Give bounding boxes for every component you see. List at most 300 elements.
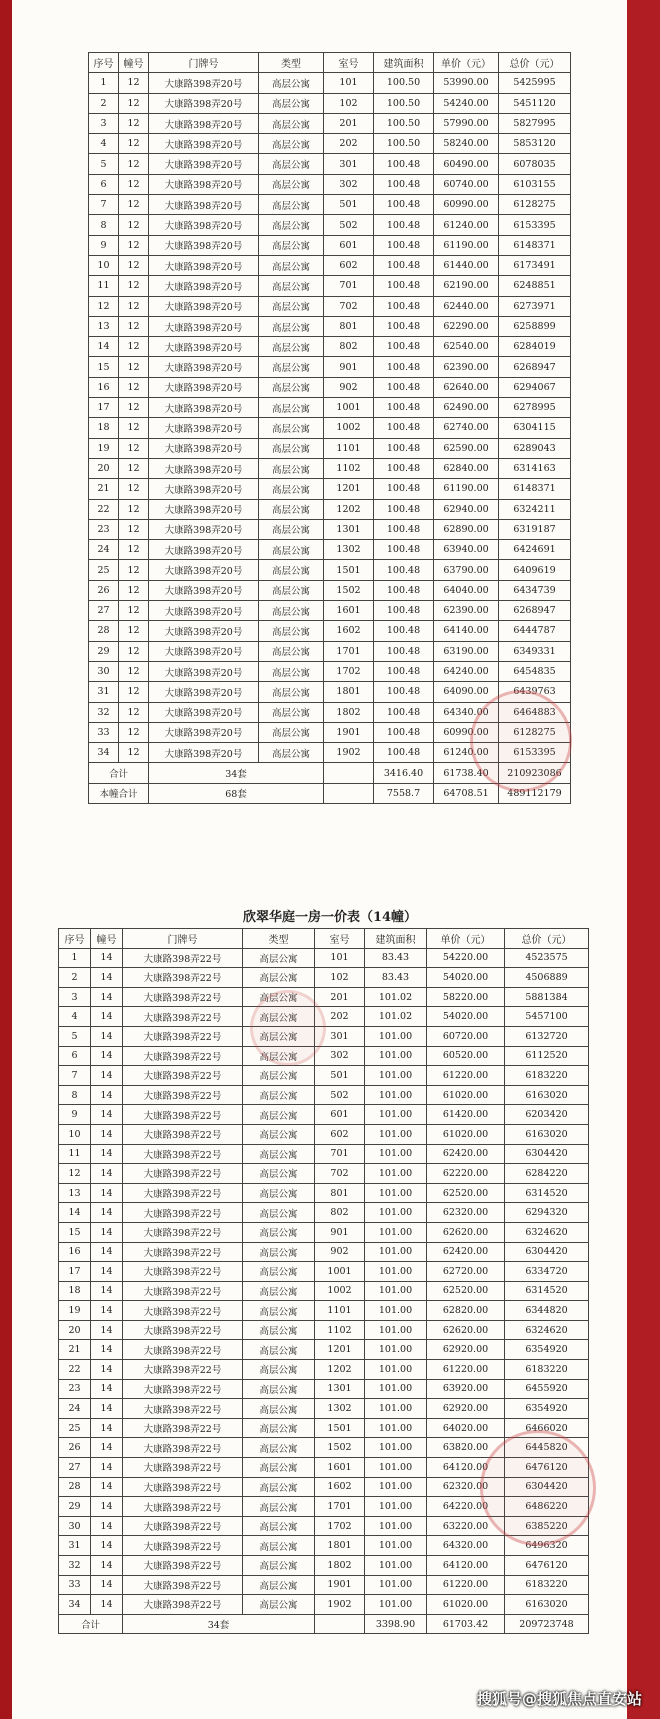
table-row — [59, 1242, 589, 1262]
table-cell: 14 — [89, 337, 119, 357]
table-cell: 6486220 — [505, 1497, 589, 1517]
table-cell: 61240.00 — [434, 215, 499, 235]
table-cell: 高层公寓 — [243, 1477, 315, 1497]
table-cell: 83.43 — [365, 968, 427, 988]
table-cell: 高层公寓 — [259, 113, 324, 133]
table-cell: 12 — [119, 641, 149, 661]
table-cell: 6163020 — [505, 1124, 589, 1144]
table-cell: 6454835 — [499, 661, 571, 681]
table-cell: 57990.00 — [434, 113, 499, 133]
table-cell: 高层公寓 — [243, 1418, 315, 1438]
table-cell: 62920.00 — [427, 1399, 505, 1419]
table-cell: 14 — [91, 1438, 123, 1458]
table-cell: 62320.00 — [427, 1203, 505, 1223]
table-cell: 14 — [91, 1320, 123, 1340]
column-header: 门牌号 — [149, 53, 259, 73]
table-cell: 101.02 — [365, 1007, 427, 1027]
table-cell: 901 — [315, 1222, 365, 1242]
table-cell: 100.48 — [374, 357, 434, 377]
table-cell: 大康路398弄22号 — [123, 1575, 243, 1595]
table-cell: 14 — [91, 1242, 123, 1262]
table-cell: 12 — [119, 722, 149, 742]
table-cell: 100.48 — [374, 276, 434, 296]
table-cell: 61440.00 — [434, 255, 499, 275]
table-cell: 14 — [91, 1418, 123, 1438]
table-cell: 高层公寓 — [259, 702, 324, 722]
total-total: 209723748 — [505, 1614, 589, 1634]
table-cell: 高层公寓 — [243, 1066, 315, 1086]
column-header: 建筑面积 — [365, 929, 427, 949]
table-cell: 100.48 — [374, 479, 434, 499]
table-cell: 501 — [324, 195, 374, 215]
table-cell: 6344820 — [505, 1301, 589, 1321]
table-cell: 高层公寓 — [259, 93, 324, 113]
table-cell: 100.48 — [374, 499, 434, 519]
table-cell: 高层公寓 — [243, 1222, 315, 1242]
table-row — [89, 398, 571, 418]
table-cell: 101.00 — [365, 1438, 427, 1458]
table-cell: 高层公寓 — [259, 134, 324, 154]
table-cell: 12 — [119, 438, 149, 458]
total-count: 68套 — [149, 783, 324, 803]
table-cell: 1502 — [315, 1438, 365, 1458]
table-cell: 61420.00 — [427, 1105, 505, 1125]
table-cell: 大康路398弄22号 — [123, 1477, 243, 1497]
table-row — [59, 1085, 589, 1105]
table-cell: 6314520 — [505, 1183, 589, 1203]
table-cell: 大康路398弄20号 — [149, 661, 259, 681]
table-cell: 62520.00 — [427, 1183, 505, 1203]
table-row — [59, 1262, 589, 1282]
table-cell: 6424691 — [499, 540, 571, 560]
table-cell: 201 — [315, 987, 365, 1007]
table-cell: 大康路398弄22号 — [123, 1556, 243, 1576]
table-cell: 大康路398弄20号 — [149, 621, 259, 641]
table-cell: 61240.00 — [434, 743, 499, 763]
table-cell: 15 — [89, 357, 119, 377]
table-cell: 62620.00 — [427, 1222, 505, 1242]
table-cell: 高层公寓 — [243, 1301, 315, 1321]
table-cell: 25 — [59, 1418, 91, 1438]
table-cell: 62520.00 — [427, 1281, 505, 1301]
table-cell: 33 — [59, 1575, 91, 1595]
table-cell: 高层公寓 — [259, 438, 324, 458]
table-cell: 12 — [119, 519, 149, 539]
table-cell: 101.00 — [365, 1516, 427, 1536]
table-cell: 14 — [91, 1458, 123, 1478]
table-cell: 6103155 — [499, 174, 571, 194]
table-cell: 高层公寓 — [259, 519, 324, 539]
table-cell: 大康路398弄22号 — [123, 948, 243, 968]
table-cell: 100.48 — [374, 255, 434, 275]
table-cell: 8 — [89, 215, 119, 235]
table-cell: 64320.00 — [427, 1536, 505, 1556]
table-cell: 8 — [59, 1085, 91, 1105]
column-header: 类型 — [243, 929, 315, 949]
table-cell: 100.48 — [374, 722, 434, 742]
table-cell: 301 — [315, 1026, 365, 1046]
table-cell: 6455920 — [505, 1379, 589, 1399]
table-cell: 12 — [119, 316, 149, 336]
table-cell: 大康路398弄20号 — [149, 702, 259, 722]
table-cell: 6304115 — [499, 418, 571, 438]
table-cell: 大康路398弄20号 — [149, 235, 259, 255]
table-cell: 14 — [91, 1144, 123, 1164]
table-cell: 大康路398弄20号 — [149, 93, 259, 113]
total-unit-price: 61738.40 — [434, 763, 499, 783]
table-cell: 14 — [91, 1575, 123, 1595]
table-row — [89, 479, 571, 499]
table-cell: 1902 — [324, 743, 374, 763]
table-cell: 4 — [89, 134, 119, 154]
table-cell: 12 — [119, 661, 149, 681]
table-cell: 601 — [315, 1105, 365, 1125]
table-row — [59, 1340, 589, 1360]
table-row — [89, 560, 571, 580]
table-cell: 1002 — [315, 1281, 365, 1301]
table-cell: 6173491 — [499, 255, 571, 275]
table-cell: 12 — [119, 73, 149, 93]
table-cell: 1101 — [324, 438, 374, 458]
table-cell: 高层公寓 — [259, 398, 324, 418]
table-cell: 大康路398弄22号 — [123, 1144, 243, 1164]
table-cell: 大康路398弄22号 — [123, 1340, 243, 1360]
table-row — [59, 1124, 589, 1144]
table-cell: 12 — [119, 499, 149, 519]
table-cell: 5457100 — [505, 1007, 589, 1027]
table-cell: 12 — [119, 154, 149, 174]
table-cell: 19 — [59, 1301, 91, 1321]
table-row — [89, 154, 571, 174]
table-cell: 63220.00 — [427, 1516, 505, 1536]
table-cell: 21 — [89, 479, 119, 499]
table-cell: 14 — [91, 948, 123, 968]
table-cell: 6183220 — [505, 1360, 589, 1380]
table-cell: 61220.00 — [427, 1066, 505, 1086]
table-cell: 1801 — [315, 1536, 365, 1556]
table-cell: 1702 — [324, 661, 374, 681]
table-cell: 大康路398弄20号 — [149, 398, 259, 418]
table-cell: 102 — [324, 93, 374, 113]
column-header: 单价（元） — [427, 929, 505, 949]
table-cell: 101.00 — [365, 1497, 427, 1517]
table-cell: 28 — [59, 1477, 91, 1497]
table-cell: 大康路398弄20号 — [149, 641, 259, 661]
table-cell: 高层公寓 — [259, 682, 324, 702]
table-cell: 61190.00 — [434, 235, 499, 255]
table-cell: 14 — [91, 1516, 123, 1536]
table-cell: 12 — [119, 93, 149, 113]
table-cell: 13 — [89, 316, 119, 336]
table-cell: 100.48 — [374, 174, 434, 194]
table-cell: 大康路398弄20号 — [149, 316, 259, 336]
table-cell: 12 — [119, 398, 149, 418]
table-cell: 高层公寓 — [259, 580, 324, 600]
total-area: 3398.90 — [365, 1614, 427, 1634]
table-cell: 101.00 — [365, 1144, 427, 1164]
table-cell: 14 — [91, 1340, 123, 1360]
table-cell: 高层公寓 — [259, 174, 324, 194]
table-cell: 大康路398弄22号 — [123, 1222, 243, 1242]
table-cell: 大康路398弄20号 — [149, 601, 259, 621]
table-cell: 101.00 — [365, 1379, 427, 1399]
table-cell: 62820.00 — [427, 1301, 505, 1321]
table-cell: 6409619 — [499, 560, 571, 580]
table-cell: 100.48 — [374, 519, 434, 539]
column-header: 总价（元） — [505, 929, 589, 949]
table-cell: 6183220 — [505, 1575, 589, 1595]
table-cell: 高层公寓 — [243, 1399, 315, 1419]
table-cell: 大康路398弄22号 — [123, 1379, 243, 1399]
table-cell: 61020.00 — [427, 1595, 505, 1615]
column-header: 门牌号 — [123, 929, 243, 949]
table-row — [59, 1301, 589, 1321]
table-cell: 202 — [315, 1007, 365, 1027]
price-table-building-12 — [88, 52, 571, 804]
table-cell: 大康路398弄20号 — [149, 682, 259, 702]
column-header: 室号 — [315, 929, 365, 949]
table-cell: 21 — [59, 1340, 91, 1360]
table-row — [59, 987, 589, 1007]
table-cell: 18 — [59, 1281, 91, 1301]
table-cell: 27 — [59, 1458, 91, 1478]
table-cell: 62840.00 — [434, 458, 499, 478]
table-cell: 大康路398弄22号 — [123, 1066, 243, 1086]
table-cell: 5881384 — [505, 987, 589, 1007]
table-cell: 502 — [315, 1085, 365, 1105]
table-cell: 5 — [59, 1026, 91, 1046]
table-cell: 101.00 — [365, 1281, 427, 1301]
table-cell: 14 — [91, 968, 123, 988]
table-cell: 100.50 — [374, 134, 434, 154]
table-title-building-14: 欣翠华庭一房一价表（14幢） — [242, 910, 418, 925]
table-cell: 100.48 — [374, 661, 434, 681]
table-cell: 27 — [89, 601, 119, 621]
table-cell: 101.00 — [365, 1085, 427, 1105]
table-cell: 14 — [91, 1222, 123, 1242]
table-row — [89, 316, 571, 336]
table-cell: 5451120 — [499, 93, 571, 113]
table-cell: 大康路398弄22号 — [123, 1164, 243, 1184]
table-cell: 1802 — [324, 702, 374, 722]
table-cell: 4 — [59, 1007, 91, 1027]
table-cell: 23 — [89, 519, 119, 539]
table-cell: 101.00 — [365, 1575, 427, 1595]
table-cell: 6289043 — [499, 438, 571, 458]
table-cell: 14 — [91, 1066, 123, 1086]
table-cell: 大康路398弄20号 — [149, 73, 259, 93]
table-row — [89, 134, 571, 154]
table-cell: 1701 — [324, 641, 374, 661]
table-cell: 12 — [119, 134, 149, 154]
table-cell: 64140.00 — [434, 621, 499, 641]
table-cell: 62420.00 — [427, 1144, 505, 1164]
table-cell: 62720.00 — [427, 1262, 505, 1282]
table-cell: 12 — [119, 235, 149, 255]
table-cell: 100.48 — [374, 743, 434, 763]
table-cell: 14 — [91, 987, 123, 1007]
table-cell: 高层公寓 — [243, 1458, 315, 1478]
table-cell: 高层公寓 — [243, 1595, 315, 1615]
table-cell: 12 — [119, 458, 149, 478]
table-cell: 302 — [315, 1046, 365, 1066]
table-cell: 6 — [59, 1046, 91, 1066]
table-cell: 6078035 — [499, 154, 571, 174]
table-cell: 60990.00 — [434, 195, 499, 215]
table-cell: 1501 — [315, 1418, 365, 1438]
table-cell: 大康路398弄20号 — [149, 438, 259, 458]
table-cell: 高层公寓 — [243, 1438, 315, 1458]
table-cell: 高层公寓 — [243, 1281, 315, 1301]
table-cell: 大康路398弄22号 — [123, 1516, 243, 1536]
table-cell: 大康路398弄20号 — [149, 743, 259, 763]
table-cell: 大康路398弄22号 — [123, 1183, 243, 1203]
table-cell: 54220.00 — [427, 948, 505, 968]
table-cell: 801 — [324, 316, 374, 336]
table-row — [59, 968, 589, 988]
table-cell: 5 — [89, 154, 119, 174]
table-cell: 101 — [324, 73, 374, 93]
table-row — [59, 1399, 589, 1419]
total-unit-price: 61703.42 — [427, 1614, 505, 1634]
table-cell: 大康路398弄20号 — [149, 195, 259, 215]
table-cell: 6304420 — [505, 1477, 589, 1497]
table-cell: 60990.00 — [434, 722, 499, 742]
total-label: 合计 — [89, 763, 149, 783]
total-count: 34套 — [149, 763, 324, 783]
table-cell: 101 — [315, 948, 365, 968]
total-label: 本幢合计 — [89, 783, 149, 803]
table-cell: 6324620 — [505, 1320, 589, 1340]
table-cell: 101.00 — [365, 1418, 427, 1438]
table-cell: 1202 — [315, 1360, 365, 1380]
table-cell: 14 — [91, 1262, 123, 1282]
table-cell: 14 — [91, 1183, 123, 1203]
table-cell: 6 — [89, 174, 119, 194]
table-cell: 高层公寓 — [243, 1262, 315, 1282]
table-cell: 100.50 — [374, 93, 434, 113]
table-cell: 5425995 — [499, 73, 571, 93]
table-row — [89, 641, 571, 661]
table-row — [59, 1595, 589, 1615]
table-cell: 1102 — [315, 1320, 365, 1340]
official-seal-stamp — [480, 1430, 596, 1546]
table-cell: 64340.00 — [434, 702, 499, 722]
table-cell: 12 — [119, 174, 149, 194]
table-cell: 62320.00 — [427, 1477, 505, 1497]
table-header-row — [59, 929, 589, 949]
table-cell: 62440.00 — [434, 296, 499, 316]
table-cell: 大康路398弄20号 — [149, 357, 259, 377]
table-cell: 高层公寓 — [243, 948, 315, 968]
table-cell: 54240.00 — [434, 93, 499, 113]
table-cell: 高层公寓 — [243, 1497, 315, 1517]
table-cell: 62640.00 — [434, 377, 499, 397]
table-cell: 202 — [324, 134, 374, 154]
table-row — [59, 1360, 589, 1380]
table-cell: 大康路398弄22号 — [123, 1105, 243, 1125]
table-cell: 高层公寓 — [259, 722, 324, 742]
table-cell: 高层公寓 — [259, 235, 324, 255]
table-cell: 64020.00 — [427, 1418, 505, 1438]
table-cell: 6434739 — [499, 580, 571, 600]
table-row — [89, 377, 571, 397]
table-cell: 6268947 — [499, 357, 571, 377]
table-cell: 100.48 — [374, 682, 434, 702]
table-cell: 12 — [119, 255, 149, 275]
table-cell: 12 — [119, 418, 149, 438]
table-cell: 大康路398弄20号 — [149, 154, 259, 174]
table-cell: 602 — [324, 255, 374, 275]
table-cell: 1702 — [315, 1516, 365, 1536]
table-cell: 62420.00 — [427, 1242, 505, 1262]
table-cell: 20 — [89, 458, 119, 478]
table-cell: 14 — [91, 1595, 123, 1615]
table-cell: 28 — [89, 621, 119, 641]
table-cell: 大康路398弄22号 — [123, 1203, 243, 1223]
table-cell: 高层公寓 — [259, 641, 324, 661]
table-cell: 6464883 — [499, 702, 571, 722]
table-cell: 高层公寓 — [259, 255, 324, 275]
table-row — [59, 1183, 589, 1203]
table-cell: 大康路398弄20号 — [149, 276, 259, 296]
table-cell: 802 — [315, 1203, 365, 1223]
table-cell: 901 — [324, 357, 374, 377]
table-cell: 61190.00 — [434, 479, 499, 499]
column-header: 单价（元） — [434, 53, 499, 73]
table-cell: 30 — [59, 1516, 91, 1536]
official-seal-stamp — [470, 690, 572, 792]
table-cell: 14 — [91, 1301, 123, 1321]
table-cell: 高层公寓 — [243, 1203, 315, 1223]
table-cell: 大康路398弄22号 — [123, 1262, 243, 1282]
total-unit-price: 64708.51 — [434, 783, 499, 803]
table-row — [59, 1222, 589, 1242]
table-cell: 12 — [119, 479, 149, 499]
table-cell: 6153395 — [499, 743, 571, 763]
table-cell: 7 — [59, 1066, 91, 1086]
table-row — [89, 113, 571, 133]
table-cell: 100.48 — [374, 580, 434, 600]
table-cell: 高层公寓 — [259, 195, 324, 215]
table-cell: 62590.00 — [434, 438, 499, 458]
table-cell: 6294067 — [499, 377, 571, 397]
table-cell: 高层公寓 — [243, 1183, 315, 1203]
table-cell: 1902 — [315, 1595, 365, 1615]
table-cell: 高层公寓 — [259, 296, 324, 316]
table-cell: 大康路398弄20号 — [149, 418, 259, 438]
table-cell: 501 — [315, 1066, 365, 1086]
table-cell: 6354920 — [505, 1340, 589, 1360]
table-cell: 3 — [89, 113, 119, 133]
table-cell: 802 — [324, 337, 374, 357]
table-cell: 高层公寓 — [243, 1164, 315, 1184]
table-cell: 1202 — [324, 499, 374, 519]
table-cell: 1602 — [315, 1477, 365, 1497]
table-cell: 12 — [119, 337, 149, 357]
table-cell: 14 — [91, 1007, 123, 1027]
total-row — [59, 1614, 589, 1634]
table-cell: 高层公寓 — [259, 377, 324, 397]
table-cell: 大康路398弄20号 — [149, 337, 259, 357]
table-cell: 22 — [59, 1360, 91, 1380]
table-row — [89, 621, 571, 641]
table-cell: 6203420 — [505, 1105, 589, 1125]
table-cell: 高层公寓 — [259, 499, 324, 519]
table-cell: 大康路398弄20号 — [149, 479, 259, 499]
table-cell: 14 — [91, 1497, 123, 1517]
watermark-text: 搜狐号@搜狐焦点直安站 — [476, 1690, 642, 1708]
